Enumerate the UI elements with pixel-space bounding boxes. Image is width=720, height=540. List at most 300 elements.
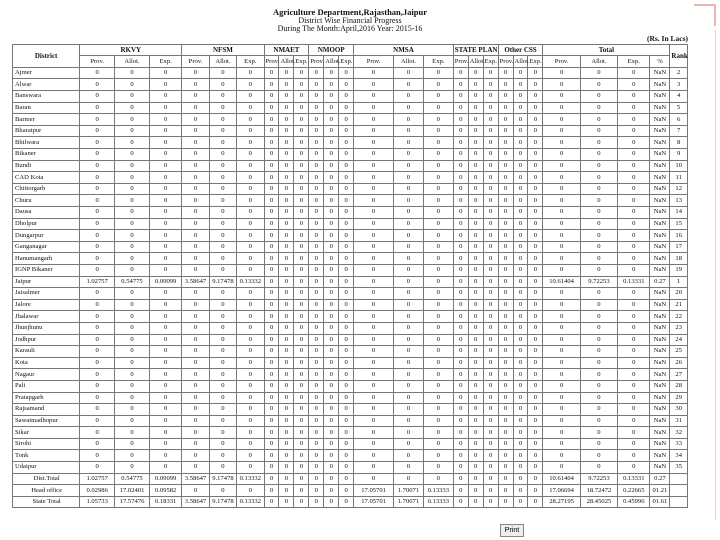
table-cell: 0 [115,230,150,242]
table-cell: 0 [580,369,617,381]
table-row [13,369,688,381]
table-cell: 0 [264,322,279,334]
table-cell: 1.70071 [394,485,424,497]
subcol-header: Exp. [339,56,354,68]
units-label: (Rs. In Lacs) [646,33,688,43]
table-cell: 9.17478 [209,496,236,508]
table-cell: 0 [618,392,650,404]
table-cell: 0 [209,67,236,79]
table-cell: 0 [309,183,324,195]
table-cell: 0 [279,172,294,184]
report-header [12,8,688,34]
table-cell: 0 [324,253,339,265]
table-cell: 0 [115,462,150,474]
table-cell: 0 [543,392,580,404]
table-cell: 0 [264,264,279,276]
table-cell: 0 [80,427,115,439]
subcol-header: % [650,56,670,68]
table-cell: 0 [513,346,528,358]
subcol-header: Allot. [115,56,150,68]
table-row [13,207,688,219]
table-cell: 0 [528,183,543,195]
table-cell: 0 [483,288,498,300]
table-cell: 0 [324,450,339,462]
table-cell: NaN [650,380,670,392]
table-cell: 0 [483,79,498,91]
table-cell: 0 [279,288,294,300]
col-group-other-css: Other CSS [498,44,543,56]
table-cell: 0 [294,404,309,416]
table-cell: NaN [650,438,670,450]
table-cell: NaN [650,125,670,137]
table-cell: 0 [339,183,354,195]
table-cell: 0 [394,462,424,474]
report-subtitle: District Wise Financial Progress [298,15,402,25]
table-cell: 0 [528,91,543,103]
table-cell: 0 [182,137,209,149]
table-cell: 0 [513,450,528,462]
table-cell: 0 [80,450,115,462]
table-cell: 0 [279,357,294,369]
table-cell: 0 [264,160,279,172]
table-cell: 0 [80,172,115,184]
table-cell: 0 [498,427,513,439]
table-cell: 0 [324,125,339,137]
table-cell: 0 [294,91,309,103]
table-cell: 0 [483,334,498,346]
rank-cell: 27 [670,369,688,381]
table-cell: 0 [115,137,150,149]
subcol-header: Exp. [618,56,650,68]
table-cell: 0 [423,392,453,404]
table-cell: 0 [528,195,543,207]
table-cell: 0 [294,137,309,149]
table-cell: 10.61404 [543,276,580,288]
table-cell: 0 [237,357,264,369]
table-cell: 0 [423,380,453,392]
table-cell: 0 [237,125,264,137]
table-cell: NaN [650,160,670,172]
table-cell: 0 [237,427,264,439]
table-cell: 0 [264,311,279,323]
table-row [13,311,688,323]
district-name: Jodhpur [13,334,80,346]
table-cell: 0 [80,346,115,358]
table-cell: 0 [468,79,483,91]
table-cell: 0 [80,114,115,126]
table-cell: 0 [339,380,354,392]
table-cell: 0 [264,114,279,126]
table-row [13,114,688,126]
table-cell: 0 [80,102,115,114]
rank-cell: 20 [670,288,688,300]
table-cell: 0 [543,427,580,439]
table-cell: 0 [80,462,115,474]
table-cell: 0 [580,380,617,392]
table-cell: 0 [580,91,617,103]
table-cell: 0 [237,241,264,253]
table-cell: 0 [483,67,498,79]
table-cell: 0 [528,137,543,149]
subcol-header: Prov. [80,56,115,68]
print-button[interactable]: Print [500,524,524,537]
table-cell: 0 [453,404,468,416]
table-cell: 0 [498,276,513,288]
table-cell: 0 [309,207,324,219]
total-label: State Total [13,496,80,508]
table-cell: 0 [264,404,279,416]
table-cell: 0 [498,253,513,265]
rank-cell: 34 [670,450,688,462]
table-cell: NaN [650,288,670,300]
table-cell: 0 [339,79,354,91]
table-cell: 0 [80,380,115,392]
table-cell: 0 [453,288,468,300]
table-cell: 0 [182,438,209,450]
table-cell: 0 [237,253,264,265]
table-cell: 0 [394,79,424,91]
table-cell: 0 [483,172,498,184]
table-cell: 0 [423,346,453,358]
table-cell: 0 [149,79,181,91]
table-cell: 0 [513,218,528,230]
table-cell: 0 [264,218,279,230]
table-cell: 0 [279,462,294,474]
table-cell: 0 [528,473,543,485]
table-cell: 0 [354,392,394,404]
table-cell: 0 [354,334,394,346]
table-cell: 0 [580,160,617,172]
table-cell: 0 [237,230,264,242]
table-cell: 0 [279,427,294,439]
table-row [13,183,688,195]
table-cell: 0 [618,241,650,253]
table-cell: 0 [115,172,150,184]
table-cell: 0 [498,288,513,300]
table-cell: 0 [324,67,339,79]
table-cell: 0 [294,485,309,497]
table-cell: 0 [580,149,617,161]
table-cell: 0 [237,67,264,79]
table-cell: 0 [115,427,150,439]
table-row [13,462,688,474]
table-cell: 0 [149,218,181,230]
table-cell: 0 [294,218,309,230]
table-cell: 28.27195 [543,496,580,508]
table-cell: 0 [543,462,580,474]
table-cell: 0 [543,404,580,416]
table-cell: 0 [80,160,115,172]
table-cell: 0 [264,276,279,288]
table-cell: 0 [394,438,424,450]
table-cell: 0 [453,149,468,161]
table-cell: 0 [498,392,513,404]
table-cell: 0 [149,207,181,219]
table-cell: 0 [543,264,580,276]
table-cell: NaN [650,149,670,161]
table-cell: 0 [513,230,528,242]
subcol-header: Prov. [264,56,279,68]
table-cell: 0 [423,137,453,149]
table-cell: 0 [209,91,236,103]
rank-cell: 6 [670,114,688,126]
table-cell: 0 [468,264,483,276]
table-cell: 0 [209,369,236,381]
table-cell: NaN [650,114,670,126]
table-cell: 0 [264,67,279,79]
table-cell: 0 [264,241,279,253]
rank-cell: 19 [670,264,688,276]
table-cell: 0 [513,172,528,184]
table-cell: 0 [309,160,324,172]
subcol-header: Exp. [528,56,543,68]
table-cell: 0 [80,334,115,346]
table-cell: 0 [513,79,528,91]
district-name: Sikar [13,427,80,439]
table-cell: 0 [423,241,453,253]
rank-cell [670,485,688,497]
table-cell: 0 [237,207,264,219]
table-cell: 0 [618,415,650,427]
table-cell: 0 [498,102,513,114]
table-cell: 0 [149,160,181,172]
table-cell: 0 [528,404,543,416]
table-cell: 0 [453,334,468,346]
table-cell: 0 [468,241,483,253]
table-cell: 0 [115,299,150,311]
district-name: Jhunjhunu [13,322,80,334]
table-cell: 0 [468,125,483,137]
table-cell: 0 [309,380,324,392]
table-cell: 0 [498,91,513,103]
table-cell: 0 [498,322,513,334]
table-cell: 0 [354,172,394,184]
table-cell: 0 [80,369,115,381]
progress-table [12,44,688,509]
rank-cell: 1 [670,276,688,288]
table-cell: 0 [80,404,115,416]
table-cell: 0 [543,207,580,219]
table-cell: 0 [394,230,424,242]
table-cell: 0 [394,427,424,439]
table-cell: 0 [453,415,468,427]
table-cell: 0 [339,125,354,137]
table-cell: 0 [209,102,236,114]
table-cell: 0 [543,415,580,427]
table-cell: 0 [339,427,354,439]
table-cell: 0 [498,311,513,323]
table-cell: 0 [149,415,181,427]
table-cell: 0 [264,288,279,300]
table-cell: 0 [324,357,339,369]
table-cell: 0 [115,404,150,416]
table-cell: 01.21 [650,485,670,497]
table-cell: 0 [309,79,324,91]
table-cell: 0 [483,450,498,462]
table-cell: 0 [543,241,580,253]
table-cell: 0 [483,369,498,381]
table-cell: 0 [513,438,528,450]
table-cell: 0 [483,160,498,172]
subcol-header: Prov. [498,56,513,68]
table-cell: 0 [294,276,309,288]
table-cell: 0 [115,241,150,253]
table-cell: 0 [483,392,498,404]
table-cell: 0 [513,183,528,195]
table-cell: 0 [182,311,209,323]
table-cell: 0 [354,67,394,79]
table-cell: 0 [279,207,294,219]
table-cell: 0 [498,438,513,450]
table-cell: 0 [394,404,424,416]
table-cell: 0 [182,79,209,91]
table-cell: 0 [453,102,468,114]
table-cell: 0 [264,230,279,242]
table-cell: 01.61 [650,496,670,508]
table-cell: 0 [294,230,309,242]
table-cell: NaN [650,450,670,462]
rank-cell: 28 [670,380,688,392]
subcol-header: Prov. [309,56,324,68]
table-cell: 0 [468,288,483,300]
table-cell: 0 [513,160,528,172]
table-cell: 0 [279,230,294,242]
table-cell: 0 [468,322,483,334]
table-cell: 0 [182,322,209,334]
table-cell: 0 [580,114,617,126]
table-cell: 0 [309,91,324,103]
table-cell: 0 [423,334,453,346]
table-cell: 0 [394,114,424,126]
table-cell: 0 [264,392,279,404]
table-row [13,404,688,416]
table-cell: 0 [394,473,424,485]
table-cell: 0 [354,473,394,485]
table-cell: 0 [279,125,294,137]
table-cell: 0 [498,450,513,462]
table-cell: 0 [354,102,394,114]
table-cell: 0 [149,91,181,103]
table-cell: 3.58647 [182,496,209,508]
table-cell: 0 [468,404,483,416]
table-cell: 0 [513,415,528,427]
rank-cell: 25 [670,346,688,358]
table-cell: 0 [149,346,181,358]
table-cell: 0 [149,334,181,346]
table-cell: 0 [149,299,181,311]
table-cell: 0.13332 [237,276,264,288]
rank-cell: 29 [670,392,688,404]
table-cell: 0 [423,183,453,195]
table-cell: 0 [498,415,513,427]
table-cell: 0 [115,160,150,172]
district-name: Udaipur [13,462,80,474]
table-cell: 0 [209,427,236,439]
table-cell: 0 [618,346,650,358]
col-group-nmsa: NMSA [354,44,454,56]
table-cell: 0 [339,322,354,334]
table-cell: 0.45996 [618,496,650,508]
table-cell: 0 [423,311,453,323]
table-cell: 0 [498,404,513,416]
table-cell: 0 [468,473,483,485]
table-cell: 0 [394,125,424,137]
table-cell: 0 [339,288,354,300]
table-cell: 0 [264,207,279,219]
table-cell: 0.54775 [115,473,150,485]
table-cell: 0 [483,183,498,195]
table-cell: 0.27 [650,276,670,288]
table-cell: 0 [279,322,294,334]
table-cell: 10.61404 [543,473,580,485]
subcol-header: Allot. [324,56,339,68]
table-cell: 17.06694 [543,485,580,497]
table-cell: 0 [309,450,324,462]
table-cell: 0 [394,299,424,311]
table-cell: 0 [513,114,528,126]
table-cell: 0 [423,67,453,79]
district-name: Bhilwara [13,137,80,149]
table-cell: 0 [209,380,236,392]
table-cell: 0 [324,485,339,497]
table-cell: 0 [468,299,483,311]
table-cell: 0 [324,230,339,242]
table-cell: 0 [237,299,264,311]
district-name: Pratapgarh [13,392,80,404]
subcol-header: Allot. [279,56,294,68]
table-cell: 0 [209,241,236,253]
table-cell: 0 [149,404,181,416]
table-cell: 0 [453,218,468,230]
table-cell: 0 [149,149,181,161]
table-cell: 0 [468,160,483,172]
table-cell: NaN [650,218,670,230]
table-cell: 0 [294,183,309,195]
rank-cell: 17 [670,241,688,253]
table-cell: 0 [453,79,468,91]
table-cell: 0 [339,264,354,276]
table-cell: 0 [149,462,181,474]
table-cell: 0 [580,357,617,369]
table-cell: 0 [309,346,324,358]
table-cell: 0 [453,183,468,195]
table-cell: 0 [339,91,354,103]
table-cell: 0 [618,357,650,369]
table-cell: 0 [354,91,394,103]
table-cell: 0 [453,450,468,462]
table-cell: NaN [650,67,670,79]
table-cell: 0 [423,195,453,207]
district-name: Bikaner [13,149,80,161]
table-cell: 0 [618,230,650,242]
rank-cell: 23 [670,322,688,334]
table-cell: NaN [650,91,670,103]
subcol-header: Exp. [294,56,309,68]
table-cell: 0 [423,276,453,288]
table-cell: 0 [543,67,580,79]
table-cell: 0 [543,172,580,184]
table-cell: 0 [513,380,528,392]
table-cell: 0 [209,114,236,126]
table-cell: 0 [468,311,483,323]
table-row [13,288,688,300]
table-cell: NaN [650,183,670,195]
table-cell: 0 [294,149,309,161]
table-cell: 0.22665 [618,485,650,497]
table-cell: 0 [339,392,354,404]
table-cell: 0 [279,438,294,450]
district-name: Rajsamand [13,404,80,416]
